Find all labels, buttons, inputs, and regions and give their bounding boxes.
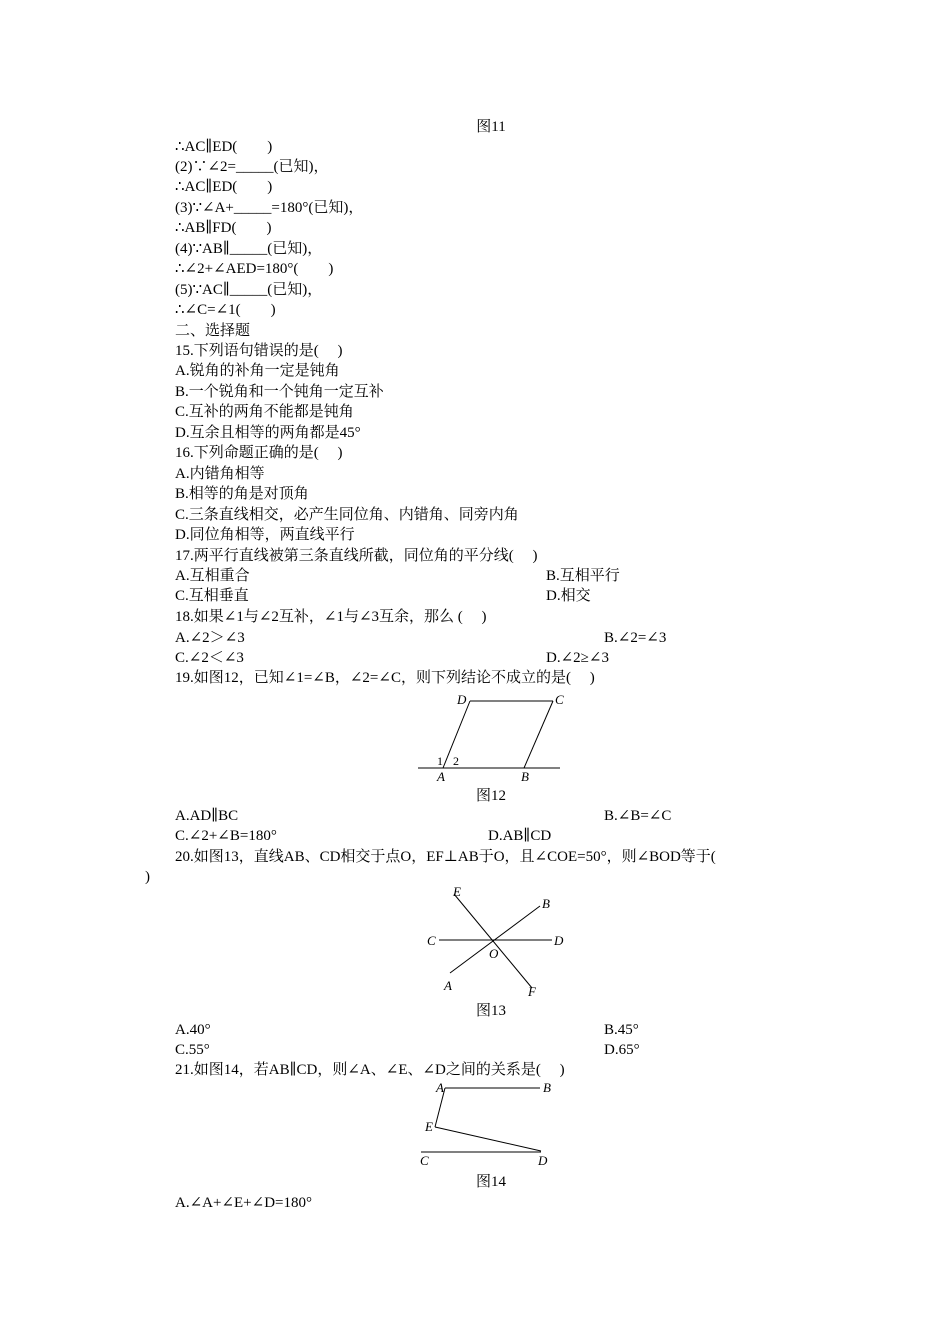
label-A: A (437, 769, 445, 784)
option-line: C.55° (175, 1042, 210, 1058)
option-line: B.一个锐角和一个钝角一定互补 (175, 384, 384, 400)
text-line: ∴∠2+∠AED=180°( ) (175, 261, 334, 277)
text-line: (5)∵AC∥_____(已知)， (175, 282, 323, 298)
text-line: (2)∵∠2=_____(已知)， (175, 159, 329, 175)
question-21: 21.如图14，若AB∥CD，则∠A、∠E、∠D之间的关系是( ) (175, 1062, 565, 1078)
label-D: D (457, 692, 467, 707)
option-line: D.∠2≥∠3 (546, 650, 609, 666)
section-heading: 二、选择题 (175, 323, 251, 339)
label-D: D (538, 1153, 548, 1168)
option-line: A.∠2＞∠3 (175, 630, 245, 646)
option-line: B.相等的角是对顶角 (175, 486, 309, 502)
label-O: O (489, 946, 499, 961)
option-line: D.AB∥CD (488, 828, 552, 844)
label-C: C (555, 692, 564, 707)
text-line: ∴∠C=∠1( ) (175, 302, 276, 318)
option-line: A.内错角相等 (175, 466, 265, 482)
label-D: D (554, 933, 564, 948)
option-line: C.∠2＜∠3 (175, 650, 244, 666)
label-C: C (427, 933, 436, 948)
figure-11-caption (0, 117, 950, 137)
label-B: B (521, 769, 529, 784)
caption-text: 图11 (476, 119, 506, 135)
label-B: B (543, 1080, 551, 1095)
option-line: D.相交 (546, 588, 591, 604)
caption-text: 图14 (475, 1174, 506, 1190)
question-19: 19.如图12，已知∠1=∠B，∠2=∠C，则下列结论不成立的是( ) (175, 670, 595, 686)
option-line: A.40° (175, 1022, 211, 1038)
label-B: B (542, 896, 550, 911)
figure-12-caption (0, 786, 950, 806)
question-20: 20.如图13，直线AB、CD相交于点O，EF⊥AB于O，且∠COE=50°，则∠BOD等于( (175, 849, 716, 865)
label-F: F (528, 984, 536, 999)
option-line: B.45° (604, 1022, 639, 1038)
label-E: E (425, 1119, 433, 1134)
option-line: B.互相平行 (546, 568, 620, 584)
option-line: A.∠A+∠E+∠D=180° (175, 1195, 312, 1211)
question-17: 17.两平行直线被第三条直线所截，同位角的平分线( ) (175, 548, 538, 564)
option-line: D.互余且相等的两角都是45° (175, 425, 361, 441)
label-A: A (436, 1080, 444, 1095)
question-18: 18.如果∠1与∠2互补，∠1与∠3互余，那么 ( ) (175, 609, 487, 625)
figure-13-diagram (420, 880, 570, 1000)
label-2: 2 (453, 754, 459, 768)
caption-text: 图13 (475, 1003, 506, 1019)
label-A: A (444, 978, 452, 993)
option-line: C.∠2+∠B=180° (175, 828, 277, 844)
option-line: A.锐角的补角一定是钝角 (175, 363, 340, 379)
label-C: C (420, 1153, 429, 1168)
text-line: (3)∵∠A+_____=180°(已知)， (175, 200, 364, 216)
option-line: C.三条直线相交，必产生同位角、内错角、同旁内角 (175, 507, 519, 523)
option-line: D.同位角相等，两直线平行 (175, 527, 355, 543)
caption-text: 图12 (475, 788, 506, 804)
option-line: C.互补的两角不能都是钝角 (175, 404, 354, 420)
option-line: B.∠B=∠C (604, 808, 672, 824)
question-16: 16.下列命题正确的是( ) (175, 445, 343, 461)
text-line: ∴AC∥ED( ) (175, 179, 273, 195)
figure-14-caption (0, 1172, 950, 1192)
text-line: ∴AB∥FD( ) (175, 220, 272, 236)
text-line: ∴AC∥ED( ) (175, 139, 273, 155)
question-20-end: ) (145, 869, 150, 885)
label-1: 1 (437, 754, 443, 768)
option-line: A.AD∥BC (175, 808, 239, 824)
label-E: E (453, 884, 461, 899)
option-line: D.65° (604, 1042, 640, 1058)
question-15: 15.下列语句错误的是( ) (175, 343, 343, 359)
figure-13-caption (0, 1001, 950, 1021)
option-line: A.互相重合 (175, 568, 250, 584)
option-line: C.互相垂直 (175, 588, 249, 604)
option-line: B.∠2=∠3 (604, 630, 667, 646)
figure-14-diagram (415, 1076, 575, 1172)
text-line: (4)∵AB∥_____(已知)， (175, 241, 323, 257)
figure-12-diagram (415, 690, 575, 786)
